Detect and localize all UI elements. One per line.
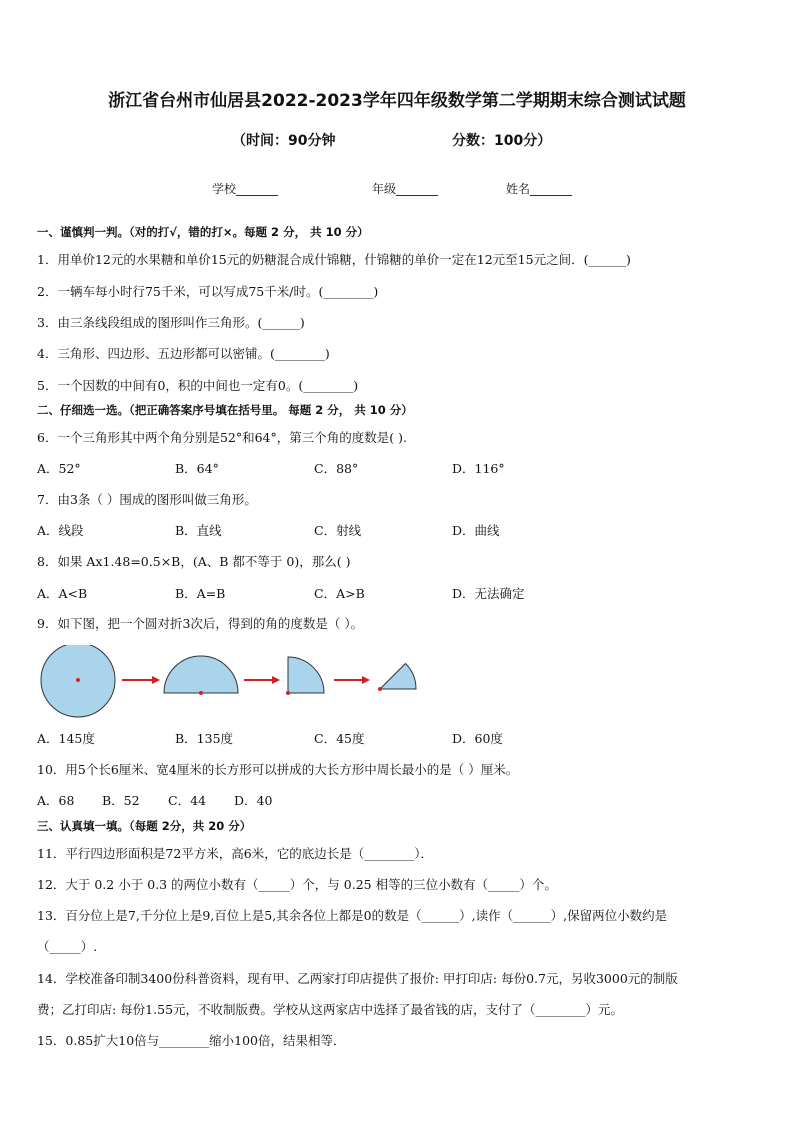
question-5: 5．一个因数的中间有0，积的中间也一定有0。(________) [37,378,359,393]
question-1: 1．用单价12元的水果糖和单价15元的奶糖混合成什锦糖，什锦糖的单价一定在12元至15元之间．(______) [37,252,631,267]
q10-option-b: B．52 [102,793,140,808]
q7-option-c: C．射线 [314,523,362,538]
q7-option-a: A．线段 [37,523,84,538]
question-3: 3．由三条线段组成的图形叫作三角形。(______) [37,315,305,330]
name-field: 姓名_______ [506,182,573,196]
question-15: 15．0.85扩大10倍与________缩小100倍，结果相等． [37,1033,346,1048]
question-4: 4．三角形、四边形、五边形都可以密铺。(________) [37,346,330,361]
circle-folding-figure [36,645,436,725]
q9-option-a: A．145度 [37,731,95,746]
question-7: 7．由3条（ ）围成的图形叫做三角形。 [37,492,257,507]
q6-option-b: B．64° [175,461,219,476]
question-12: 12．大于 0.2 小于 0.3 的两位小数有（_____）个，与 0.25 相等的三位小数有（_____）个。 [37,877,557,892]
q6-option-c: C．88° [314,461,359,476]
q9-option-d: D．60度 [452,731,503,746]
question-14: 14．学校准备印制3400份科普资料，现有甲、乙两家打印店提供了报价: 甲打印店: 每份0.7元，另收3000元的制版 [37,971,678,986]
q7-option-d: D．曲线 [452,523,500,538]
question-9: 9．如下图，把一个圆对折3次后，得到的角的度数是（ ）。 [37,616,364,631]
question-8: 8．如果 Ax1.48=0.5×B，(A、B 都不等于 0)，那么( ) [37,554,351,569]
question-10: 10．用5个长6厘米、宽4厘米的长方形可以拼成的大长方形中周长最小的是（ ）厘米。 [37,762,519,777]
q10-option-d: D．40 [234,793,273,808]
center-dot [286,691,290,695]
grade-field: 年级_______ [372,182,439,196]
quarter-circle-shape [288,657,324,693]
q8-option-c: C．A>B [314,586,365,601]
section3-heading: 三、认真填一填。（每题 2分，共 20 分） [37,819,252,833]
section1-heading: 一、谨慎判一判。（对的打√，错的打×。每题 2 分， 共 10 分） [37,225,369,239]
q10-option-a: A．68 [37,793,75,808]
q8-option-b: B．A=B [175,586,226,601]
question-2: 2．一辆车每小时行75千米，可以写成75千米/时。(________) [37,284,379,299]
center-dot [378,687,382,691]
q8-option-a: A．A<B [37,586,88,601]
q10-option-c: C．44 [168,793,206,808]
center-dot [76,678,80,682]
center-dot [199,691,203,695]
section2-heading: 二、仔细选一选。（把正确答案序号填在括号里。 每题 2 分， 共 10 分） [37,403,413,417]
q7-option-b: B．直线 [175,523,222,538]
question-11: 11．平行四边形面积是72平方米，高6米，它的底边长是（________）． [37,846,434,861]
q6-option-d: D．116° [452,461,505,476]
question-13: 13．百分位上是7,千分位上是9,百位上是5,其余各位上都是0的数是（______）,读作（______）,保留两位小数约是 [37,908,668,923]
question-14-continued: 费；乙打印店: 每份1.55元，不收制版费。学校从这两家店中选择了最省钱的店，支付了（________）元。 [37,1002,624,1017]
question-13-continued: （_____）. [37,939,98,954]
half-circle-shape [164,656,238,693]
arrow-1-icon [122,676,160,684]
q6-option-a: A．52° [37,461,81,476]
school-field: 学校_______ [212,182,279,196]
q9-option-c: C．45度 [314,731,365,746]
question-6: 6．一个三角形其中两个角分别是52°和64°，第三个角的度数是( ). [37,430,407,445]
exam-title: 浙江省台州市仙居县2022-2023学年四年级数学第二学期期末综合测试试题 [108,91,686,111]
score-label: 分数：100分） [452,133,552,149]
eighth-circle-shape [380,664,416,690]
time-label: （时间：90分钟 [232,133,336,149]
q8-option-d: D．无法确定 [452,586,525,601]
arrow-2-icon [244,676,280,684]
q9-option-b: B．135度 [175,731,234,746]
arrow-3-icon [334,676,370,684]
